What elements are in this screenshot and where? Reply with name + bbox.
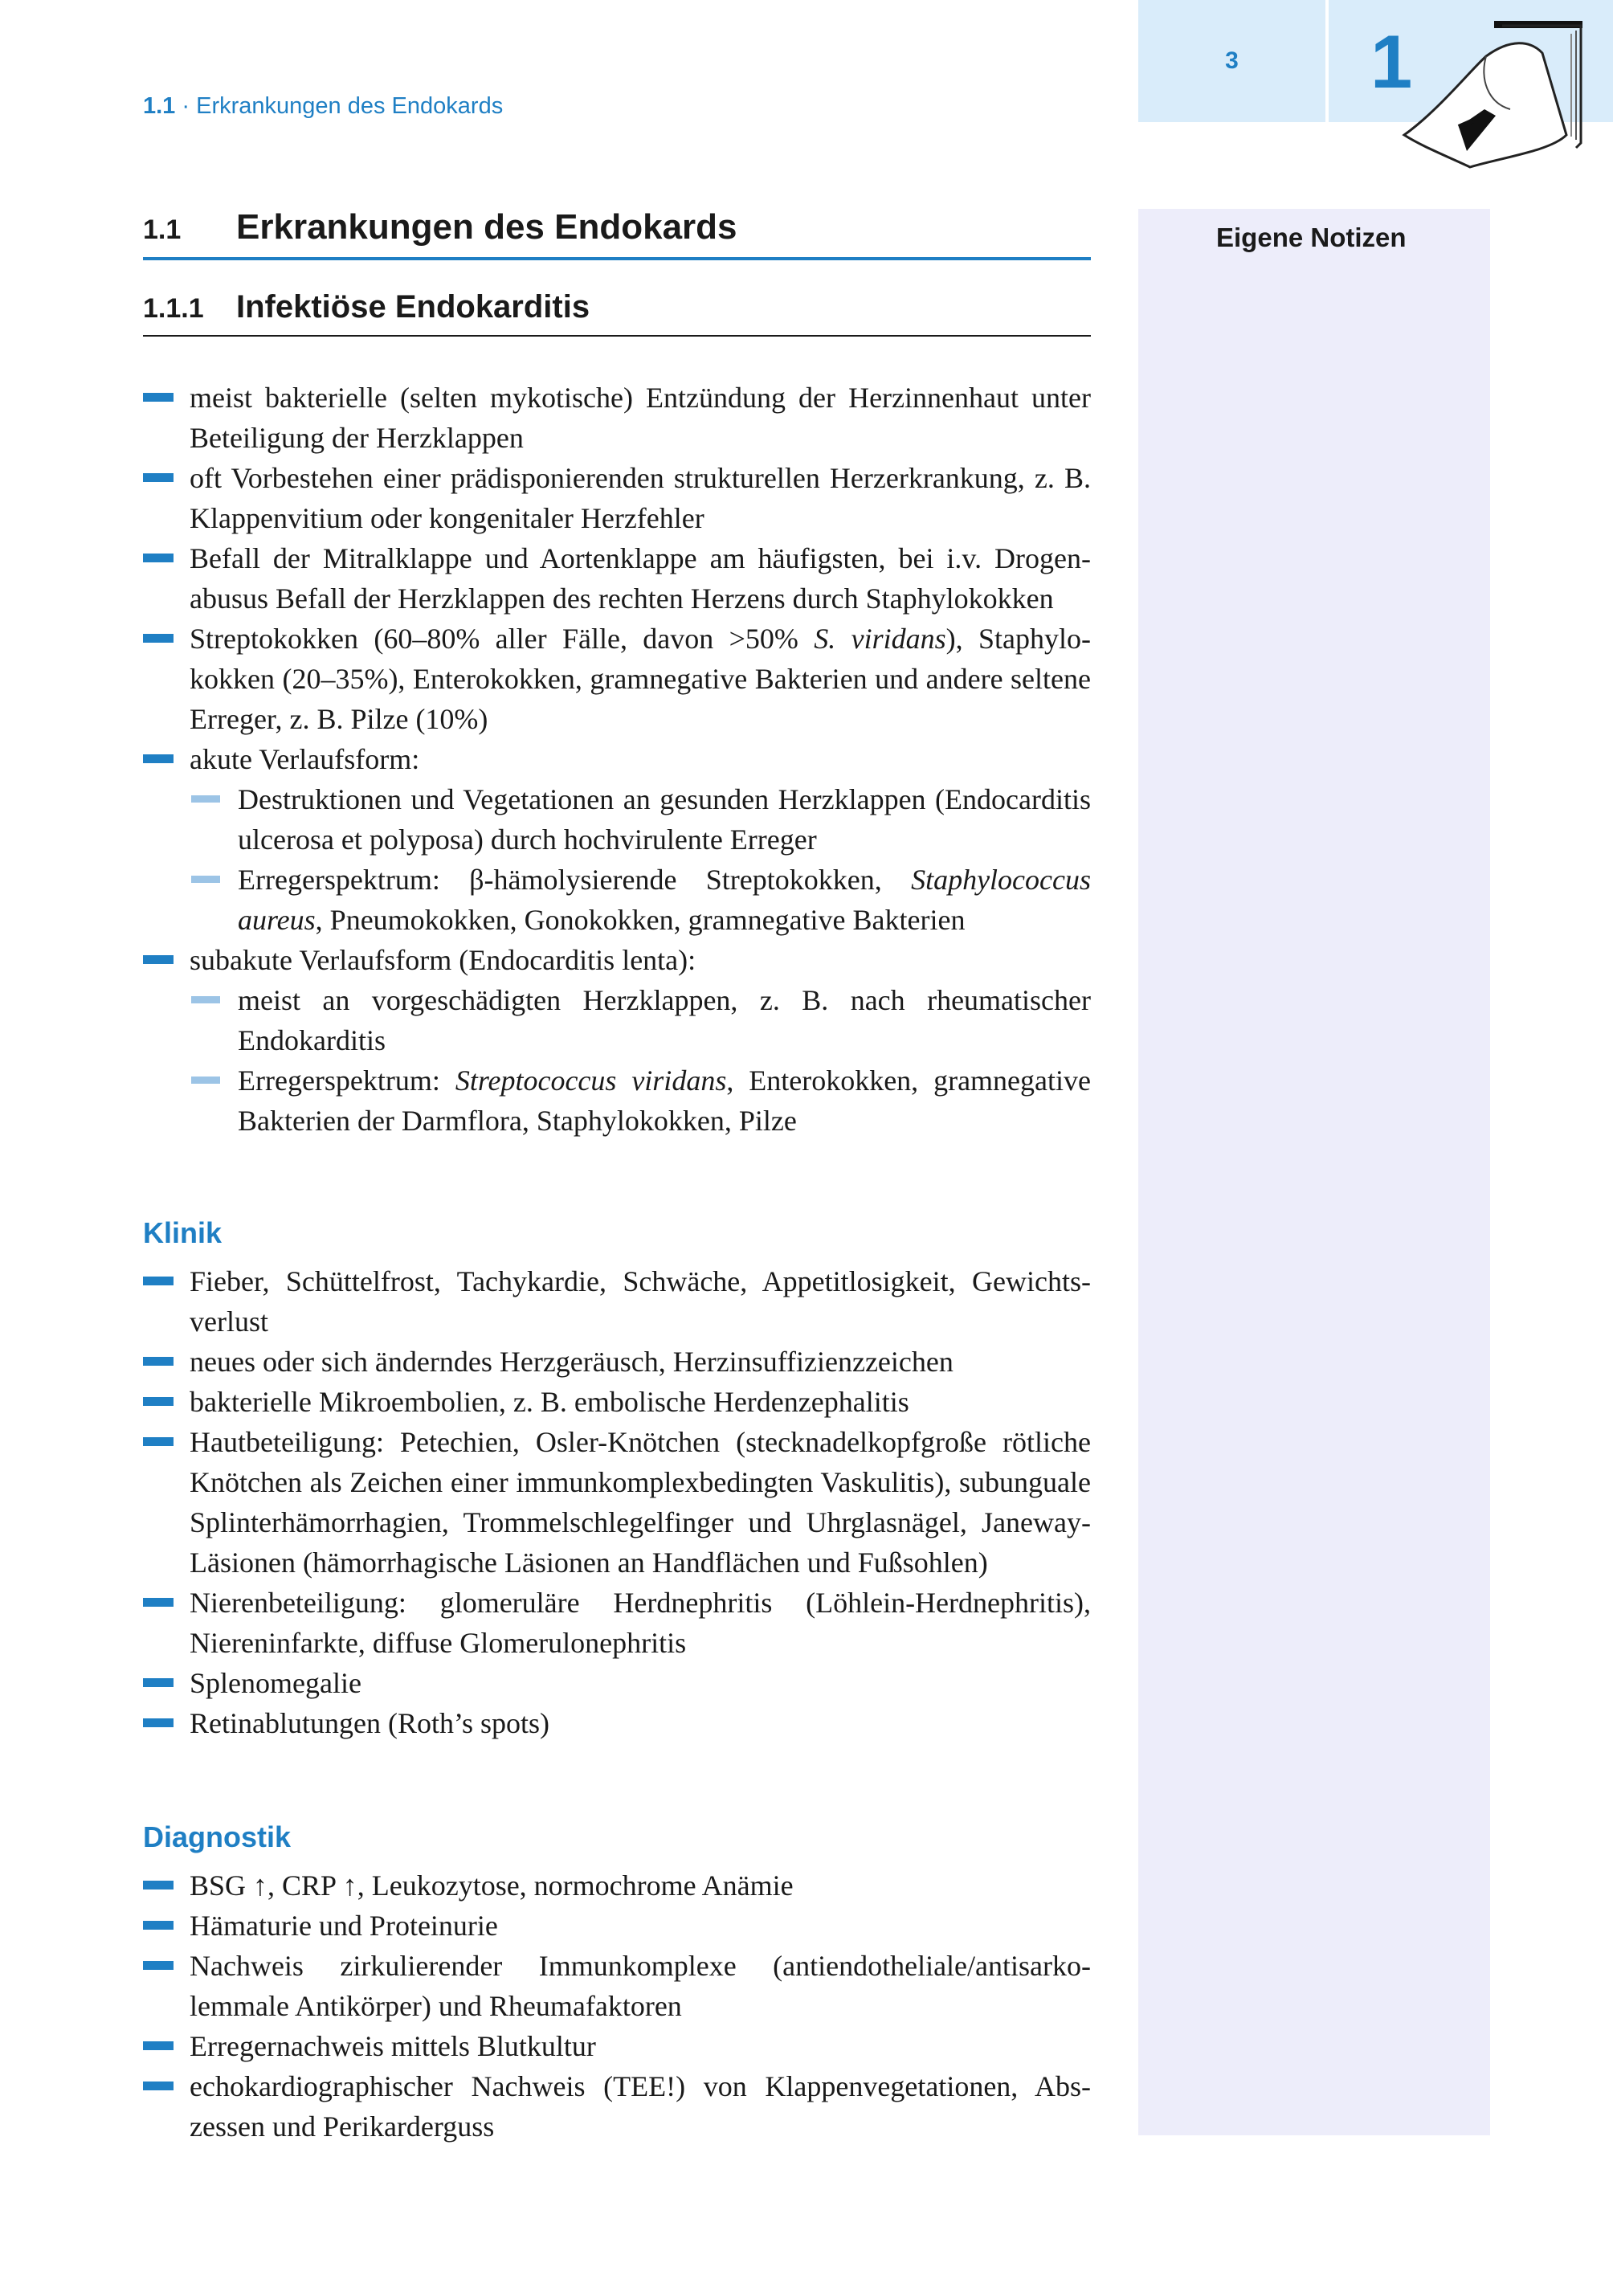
klinik-list <box>143 1261 1091 1743</box>
sub-list-item: Destruktionen und Vegetationen an gesunden Herzklappen (Endocarditis ulcerosa et polyposa) durch hochvirulente Erreger <box>143 779 1091 860</box>
subsection-number: 1.1.1 <box>143 293 204 324</box>
list-item: subakute Verlaufsform (Endocarditis lenta): <box>143 940 1091 980</box>
list-item: Retinablutungen (Roth’s spots) <box>143 1703 1091 1743</box>
chapter-number: 1 <box>1370 19 1413 104</box>
diagnostik-title: Diagnostik <box>143 1820 292 1853</box>
list-item: Fieber, Schüttelfrost, Tachykardie, Schwäche, Appetitlosigkeit, Gewichtsverlust <box>143 1261 1091 1342</box>
list-item: BSG ↑, CRP ↑, Leukozytose, normochrome Anämie <box>143 1865 1091 1906</box>
calendar-page-icon <box>1390 14 1599 175</box>
running-head-number: 1.1 <box>143 93 176 119</box>
diagnostik-list <box>143 1865 1091 2147</box>
klinik-title: Klinik <box>143 1216 223 1249</box>
list-item: Hämaturie und Proteinurie <box>143 1906 1091 1946</box>
list-item: Erregernachweis mittels Blutkultur <box>143 2026 1091 2066</box>
list-item: neues oder sich änderndes Herzgeräusch, Herzinsuffizienzzeichen <box>143 1342 1091 1382</box>
sub-list-item: Erregerspektrum: Streptococcus viridans, Enterokokken, gramnegative Bakterien der Darmflora, Staphylokokken, Pilze <box>143 1060 1091 1141</box>
list-item: bakterielle Mikroembolien, z. B. embolische Herdenzephalitis <box>143 1382 1091 1422</box>
list-item: Nachweis zirkulierender Immunkomplexe (antiendotheliale/antisarkolemmale Antikörper) und Rheumafaktoren <box>143 1946 1091 2026</box>
running-head <box>143 93 503 120</box>
section-heading <box>143 207 1091 260</box>
list-item: Befall der Mitralklappe und Aortenklappe am häufigsten, bei i.v. Drogenabusus Befall der Herzklappen des rechten Herzens durch Staphylokokken <box>143 538 1091 619</box>
sub-list-item: meist an vorgeschädigten Herzklappen, z. B. nach rheumatischer Endokarditis <box>143 980 1091 1060</box>
section-number: 1.1 <box>143 214 182 245</box>
running-head-title: Erkrankungen des Endokards <box>196 93 504 119</box>
list-item: meist bakterielle (selten mykotische) Entzündung der Herzinnenhaut unter Beteiligung der Herzklappen <box>143 378 1091 458</box>
sub-list-item: Erregerspektrum: β-hämolysierende Streptokokken, Staphylococcus aureus, Pneumokokken, Gonokokken, gramnegative Bakterien <box>143 860 1091 940</box>
list-item: Streptokokken (60–80% aller Fälle, davon >50% S. viridans), Staphylokokken (20–35%), Enterokokken, gramnegative Bakterien und andere seltene Erreger, z. B. Pilze (10%) <box>143 619 1091 739</box>
page-number: 3 <box>1225 47 1239 74</box>
page-number-tab <box>1138 0 1325 122</box>
notes-panel <box>1138 209 1490 2135</box>
definition-list <box>143 378 1091 1141</box>
running-head-separator: · <box>182 93 190 119</box>
list-item: Hautbeteiligung: Petechien, Osler-Knötchen (stecknadelkopfgroße rötliche Knötchen als Zeichen einer immunkomplexbedingten Vaskulitis), subunguale Splinterhämorrhagien, Trommelschlegelfinger und Uhrglasnägel, Janeway-Läsionen (hämorrhagische Läsionen an Handflächen und Fußsohlen) <box>143 1422 1091 1583</box>
notes-title: Eigene Notizen <box>1216 223 1407 252</box>
list-item: akute Verlaufsform: <box>143 739 1091 779</box>
list-item: Splenomegalie <box>143 1663 1091 1703</box>
subsection-title: Infektiöse Endokarditis <box>236 289 590 325</box>
section-title: Erkrankungen des Endokards <box>236 207 737 247</box>
subsection-heading <box>143 289 1091 337</box>
list-item: oft Vorbestehen einer prädisponierenden strukturellen Herzerkrankung, z. B. Klappenvitium oder kongenitaler Herzfehler <box>143 458 1091 538</box>
list-item: Nierenbeteiligung: glomeruläre Herdnephritis (Löhlein-Herdnephritis), Niereninfarkte, diffuse Glomerulonephritis <box>143 1583 1091 1663</box>
list-item: echokardiographischer Nachweis (TEE!) von Klappenvegetationen, Abszessen und Perikarderguss <box>143 2066 1091 2147</box>
